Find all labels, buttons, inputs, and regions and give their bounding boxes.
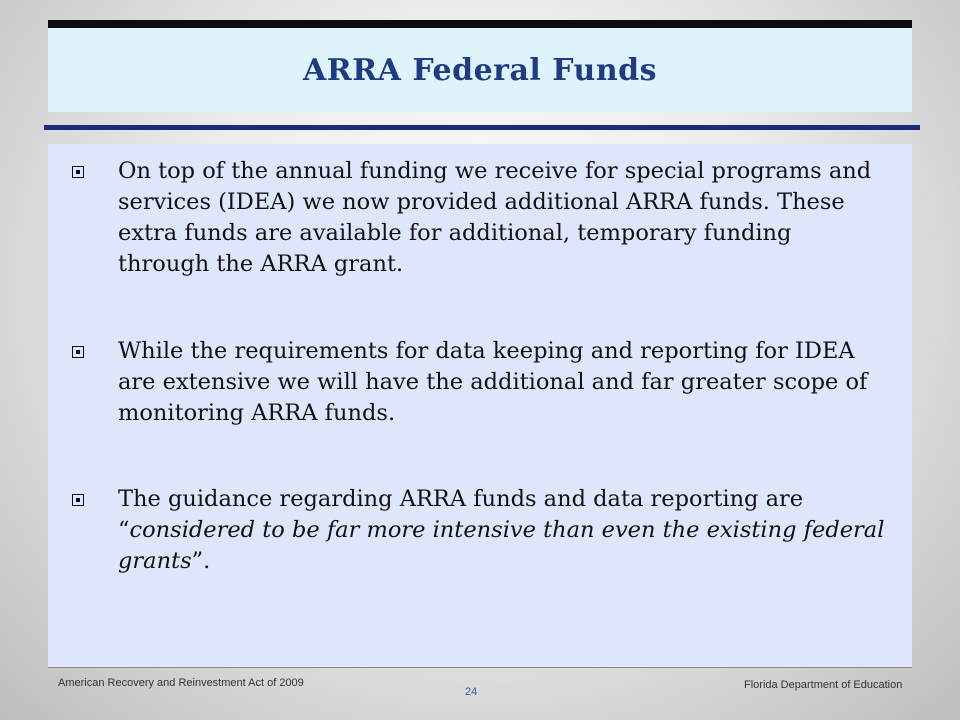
- bullet-text-lead: The guidance regarding ARRA funds and data reporting are “: [118, 486, 804, 543]
- bullet-text: On top of the annual funding we receive for special programs and services (IDEA) we now provided additional ARRA funds. These extra funds are available for additional, temporary funding through the ARRA grant.: [118, 158, 872, 277]
- top-border-rule: [48, 20, 912, 28]
- square-bullet-icon: [72, 346, 84, 358]
- footer-right-text: Florida Department of Education: [744, 679, 903, 691]
- bullet-text: While the requirements for data keeping and reporting for IDEA are extensive we will have the additional and far greater scope of monitoring ARRA funds.: [118, 338, 868, 426]
- content-area: [48, 144, 912, 668]
- bullet-text-tail: ”.: [191, 548, 211, 574]
- bullet-quote: considered to be far more intensive than even the existing federal grants: [118, 517, 885, 574]
- square-bullet-icon: [72, 166, 84, 178]
- title-area: [48, 28, 912, 112]
- bullet-text: [118, 484, 888, 577]
- slide-title: ARRA Federal Funds: [302, 52, 657, 88]
- square-bullet-icon: [72, 494, 84, 506]
- page-number: 24: [465, 686, 478, 698]
- title-divider-rule: [44, 125, 920, 130]
- footer-left-text: American Recovery and Reinvestment Act of 2009: [58, 677, 304, 689]
